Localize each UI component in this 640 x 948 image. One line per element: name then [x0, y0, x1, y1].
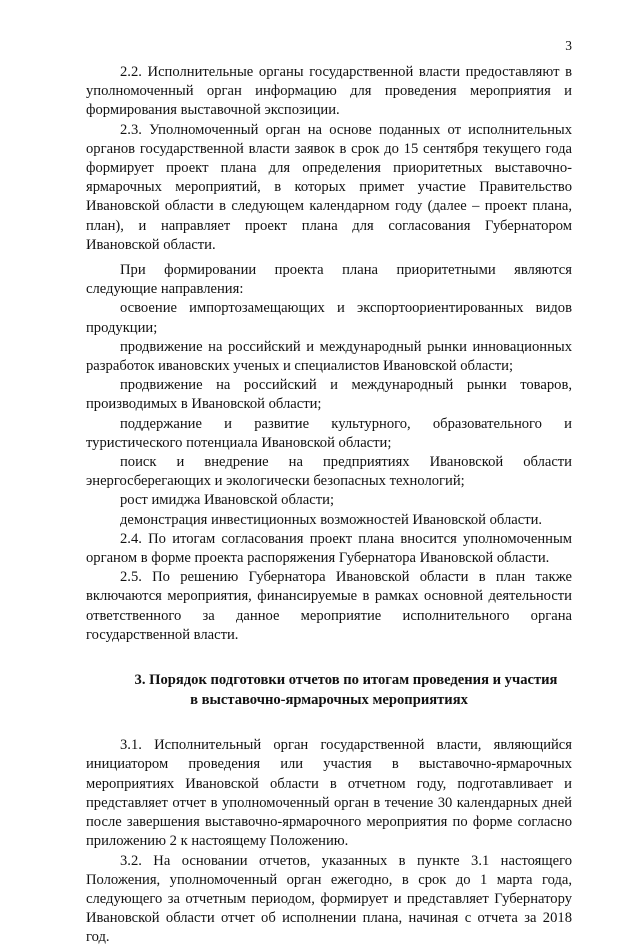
document-body [86, 63, 572, 948]
paragraph-2-4: 2.4. По итогам согласования проект плана вносится уполномоченным органом в форме проекта распоряжения Губернатора Ивановской области. [86, 530, 572, 567]
list-item-culture-tourism: поддержание и развитие культурного, образовательного и туристического потенциала Ивановской области; [86, 415, 572, 451]
page-number: 3 [565, 38, 572, 53]
list-item-import-substitution: освоение импортозамещающих и экспортоориентированных видов продукции; [86, 300, 572, 336]
paragraph-3-1: 3.1. Исполнительный орган государственной власти, являющийся инициатором проведения или участия в выставочно-ярмарочных мероприятиях Ивановской области в отчетном году, подготавливает и представляет отчет в уполномоченный орган в течение 30 календарных дней после завершения выставочно-ярмарочного мероприятия по форме согласно приложению 2 к настоящему Положению. [86, 737, 572, 850]
list-item-image: рост имиджа Ивановской области; [120, 492, 334, 509]
paragraph-priorities-intro: При формировании проекта плана приоритетными являются следующие направления: [86, 262, 572, 298]
list-item-investment: демонстрация инвестиционных возможностей Ивановской области. [120, 511, 543, 528]
paragraph-2-2: 2.2. Исполнительные органы государственной власти предоставляют в уполномоченный орган информацию для проведения мероприятия и формирования выставочной экспозиции. [86, 64, 572, 119]
section-3-heading-line-2: в выставочно-ярмарочных мероприятиях [190, 691, 468, 708]
paragraph-2-3: 2.3. Уполномоченный орган на основе поданных от исполнительных органов государственной власти заявок в срок до 15 сентября текущего года формирует проект плана для определения приоритетных выставочно-ярмарочных мероприятий, в которых примет участие Правительство Ивановской области в следующем календарном году (далее – проект плана, план), и направляет проект плана для согласования Губернатором Ивановской области. [86, 121, 572, 253]
list-item-innovations: продвижение на российский и международный рынки инновационных разработок ивановских ученых и специалистов Ивановской области; [86, 338, 572, 375]
section-3-heading [86, 671, 572, 710]
list-item-energy-saving: поиск и внедрение на предприятиях Ивановской области энергосберегающих и экологически безопасных технологий; [86, 454, 572, 490]
section-3-heading-line-1: 3. Порядок подготовки отчетов по итогам проведения и участия [134, 672, 558, 689]
paragraph-2-5: 2.5. По решению Губернатора Ивановской области в план также включаются мероприятия, финансируемые в рамках основной деятельности ответственного за данное мероприятие исполнительного органа государственной власти. [86, 569, 572, 643]
paragraph-3-2: 3.2. На основании отчетов, указанных в пункте 3.1 настоящего Положения, уполномоченный орган ежегодно, в срок до 1 марта года, следующего за отчетным периодом, формирует и представляет Губернатору Ивановской области отчет об исполнении плана, начиная с отчета за 2018 год. [86, 852, 572, 946]
list-item-goods: продвижение на российский и международный рынки товаров, производимых в Ивановской области; [86, 377, 572, 413]
